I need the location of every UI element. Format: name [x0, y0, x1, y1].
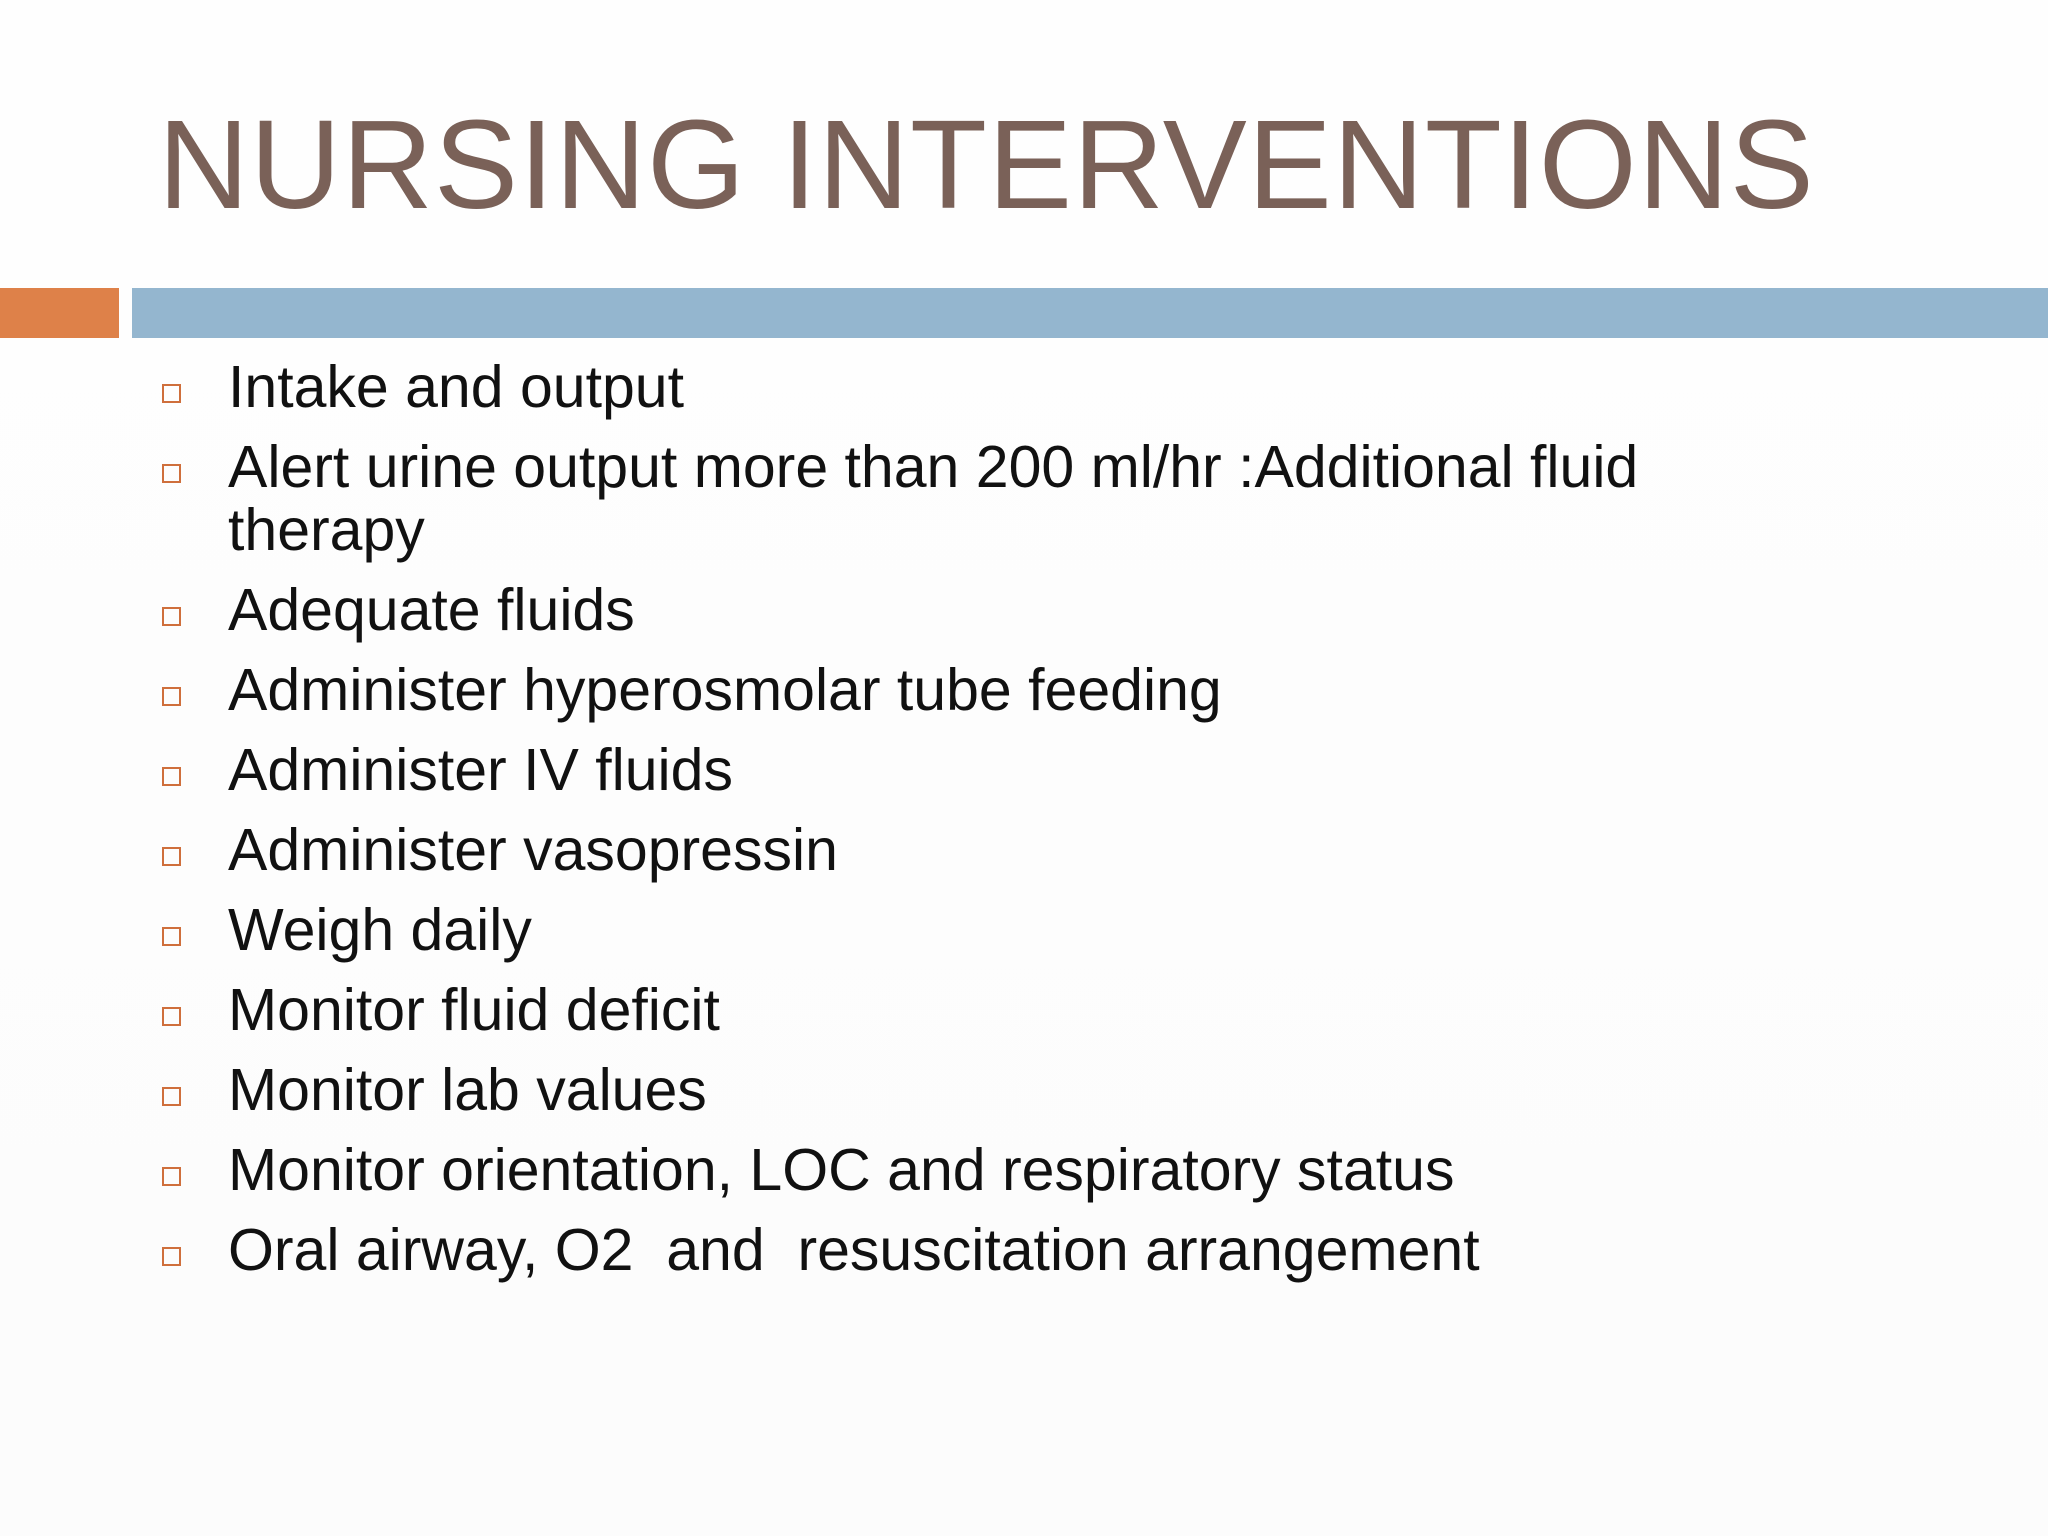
- bullet-text: Intake and output: [228, 354, 684, 420]
- bullet-item: [158, 1059, 1858, 1122]
- bullet-item: [158, 819, 1858, 882]
- bullet-text: Alert urine output more than 200 ml/hr :Additional fluid therapy: [228, 434, 1655, 563]
- bullet-list: [158, 356, 1858, 1299]
- hollow-square-bullet-icon: [162, 1007, 181, 1026]
- hollow-square-bullet-icon: [162, 384, 181, 403]
- bullet-item: [158, 899, 1858, 962]
- bullet-text: Monitor fluid deficit: [228, 977, 720, 1043]
- bullet-item: [158, 979, 1858, 1042]
- hollow-square-bullet-icon: [162, 607, 181, 626]
- bullet-item: [158, 436, 1858, 562]
- bullet-text: Adequate fluids: [228, 577, 635, 643]
- bullet-text: Administer vasopressin: [228, 817, 838, 883]
- bullet-item: [158, 356, 1858, 419]
- accent-bar: [0, 288, 119, 338]
- bullet-item: [158, 739, 1858, 802]
- bullet-text: Monitor orientation, LOC and respiratory status: [228, 1137, 1455, 1203]
- hollow-square-bullet-icon: [162, 1087, 181, 1106]
- hollow-square-bullet-icon: [162, 687, 181, 706]
- bullet-text: Oral airway, O2 and resuscitation arrangement: [228, 1217, 1480, 1283]
- hollow-square-bullet-icon: [162, 464, 181, 483]
- bullet-item: [158, 1219, 1858, 1282]
- hollow-square-bullet-icon: [162, 1247, 181, 1266]
- title-divider-bar: [132, 288, 2048, 338]
- bullet-text: Monitor lab values: [228, 1057, 707, 1123]
- hollow-square-bullet-icon: [162, 847, 181, 866]
- hollow-square-bullet-icon: [162, 927, 181, 946]
- bullet-item: [158, 1139, 1858, 1202]
- slide-title: NURSING INTERVENTIONS: [158, 94, 1815, 235]
- bullet-item: [158, 579, 1858, 642]
- bullet-text: Weigh daily: [228, 897, 532, 963]
- bullet-item: [158, 659, 1858, 722]
- hollow-square-bullet-icon: [162, 1167, 181, 1186]
- hollow-square-bullet-icon: [162, 767, 181, 786]
- bullet-text: Administer IV fluids: [228, 737, 733, 803]
- bullet-text: Administer hyperosmolar tube feeding: [228, 657, 1222, 723]
